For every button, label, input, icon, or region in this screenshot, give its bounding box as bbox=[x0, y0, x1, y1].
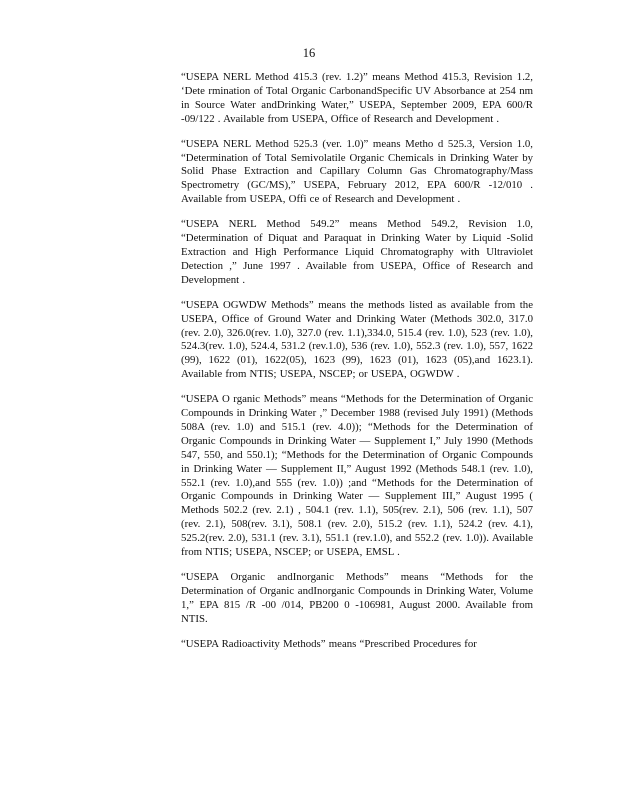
page-number: 16 bbox=[302, 46, 316, 60]
definition-usepa-organic-inorganic-methods: “USEPA Organic andInorganic Methods” means “Methods for the Determination of Organic andInorganic Compounds in Drinking Water, Volume 1,” EPA 815 /R -00 /014, PB200 0 -106981, August 2000. Available from NTIS. bbox=[181, 571, 533, 625]
definition-usepa-ogwdw-methods: “USEPA OGWDW Methods” means the methods listed as available from the USEPA, Office of Ground Water and Drinking Water (Methods 302.0, 317.0 (rev. 2.0), 326.0(rev. 1.0), 327.0 (rev. 1.1),334.0, 515.4 (rev. 1.0), 523 (rev. 1.0), 524.3(rev. 1.0), 524.4, 531.2 (rev.1.0), 536 (rev. 1.0), 552.3 (rev. 1.0), 557, 1622 (99), 1622 (01), 1622(05), 1623 (99), 1623 (01), 1623 (05),and 1623.1). Available from NTIS; USEPA, NSCEP; or USEPA, OGWDW . bbox=[181, 298, 533, 381]
definition-usepa-organic-methods: “USEPA O rganic Methods” means “Methods for the Determination of Organic Compounds in Drinking Water ,” December 1988 (revised July 1991) (Methods 508A (rev. 1.0) and 515.1 (rev. 4.0)); “Methods for the Determination of Organic Compounds in Drinking Water — Supplement I,” July 1990 (Methods 547, 550, and 550.1); “Methods for the Determination of Organic Compounds in Drinking Water — Supplement II,” August 1992 (Methods 548.1 (rev. 1.0), 552.1 (rev. 1.0),and 555 (rev. 1.0)) ;and “Methods for the Determination of Organic Compounds in Drinking Water — Supplement III,” August 1995 ( Methods 502.2 (rev. 2.1) , 504.1 (rev. 1.1), 505(rev. 2.1), 506 (rev. 1.1), 507 (rev. 2.1), 508(rev. 3.1), 508.1 (rev. 2.0), 515.2 (rev. 1.1), 524.2 (rev. 4.1), 525.2(rev. 2.0), 531.1 (rev. 3.1), 551.1 (rev.1.0), and 552.2 (rev. 1.0)). Available from NTIS; USEPA, NSCEP; or USEPA, EMSL . bbox=[181, 393, 533, 559]
definition-usepa-nerl-method-525-3: “USEPA NERL Method 525.3 (ver. 1.0)” means Metho d 525.3, Version 1.0, “Determination of Total Semivolatile Organic Chemicals in Drinking Water by Solid Phase Extraction and Capillary Column Gas Chromatography/Mass Spectrometry (GC/MS),” USEPA, February 2012, EPA 600/R -12/010 . Available from USEPA, Offi ce of Research and Development . bbox=[181, 137, 533, 206]
definition-usepa-radioactivity-methods: “USEPA Radioactivity Methods” means “Prescribed Procedures for bbox=[181, 637, 477, 650]
definition-usepa-nerl-method-415-3: “USEPA NERL Method 415.3 (rev. 1.2)” means Method 415.3, Revision 1.2, ‘Dete rmination of Total Organic CarbonandSpecific UV Absorbance at 254 nm in Source Water andDrinking Water,” USEPA, September 2009, EPA 600/R -09/122 . Available from USEPA, Office of Research and Development . bbox=[181, 71, 533, 125]
definition-usepa-nerl-method-549-2: “USEPA NERL Method 549.2” means Method 549.2, Revision 1.0, “Determination of Diquat and Paraquat in Drinking Water by Liquid -Solid Extraction and High Performance Liquid Chromatography with Ultraviolet Detection ,” June 1997 . Available from USEPA, Office of Research and Development . bbox=[181, 218, 533, 286]
document-body bbox=[181, 71, 533, 663]
